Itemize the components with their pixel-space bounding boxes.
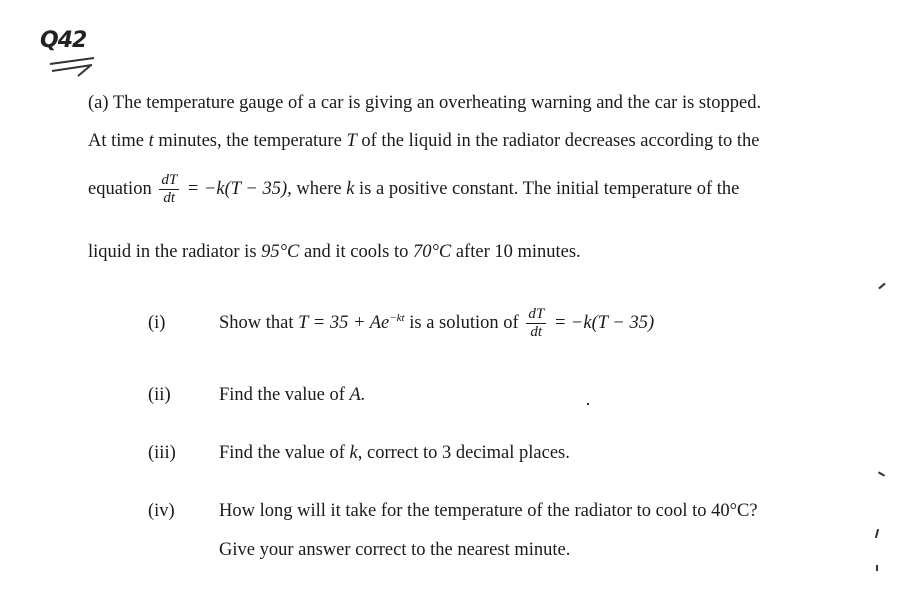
subq-text-iii: Find the value of k, correct to 3 decimal places. [219,443,570,463]
part-a-line-3: equation $\frac{dT}{dt}$ = −k(T − 35), where k is a positive constant. The initial temperature of the [88,172,740,207]
question-label: Q42 [40,28,87,53]
scan-mark [876,565,878,571]
part-a-line-2: At time t minutes, the temperature T of the liquid in the radiator decreases according to the [88,131,760,151]
derivative-fraction: $\frac{dT}{dt}$ [161,172,178,207]
derivative-fraction-i: $\frac{dT}{dt}$ [528,306,545,341]
part-a-line-1: (a) The temperature gauge of a car is giving an overheating warning and the car is stopped. [88,93,762,113]
subq-number-ii: (ii) [148,385,171,405]
equation-rhs: = −k(T − 35), [186,179,292,199]
scan-mark [878,471,885,476]
subq-text-iv-2: Give your answer correct to the nearest minute. [219,540,571,560]
subq-number-i: (i) [148,313,166,333]
scan-mark [875,529,879,538]
subq-text-i: Show that $T = 35 + Ae^{-kt}$ is a solution of $\frac{dT}{dt}$ = −k(T − 35) [219,306,655,341]
initial-temperature: 95°C [261,242,300,262]
final-temperature: 70°C [412,242,452,262]
scan-mark [878,283,885,290]
label-underline-scribble [48,56,100,78]
part-a-line-4: liquid in the radiator is 95°C and it cools to 70°C after 10 minutes. [88,242,581,262]
subq-number-iii: (iii) [148,443,176,463]
subq-number-iv: (iv) [148,501,175,521]
subq-text-ii: Find the value of A. [219,385,366,405]
scan-mark [587,403,589,405]
subq-text-iv: How long will it take for the temperature of the radiator to cool to 40°C? [219,501,758,521]
